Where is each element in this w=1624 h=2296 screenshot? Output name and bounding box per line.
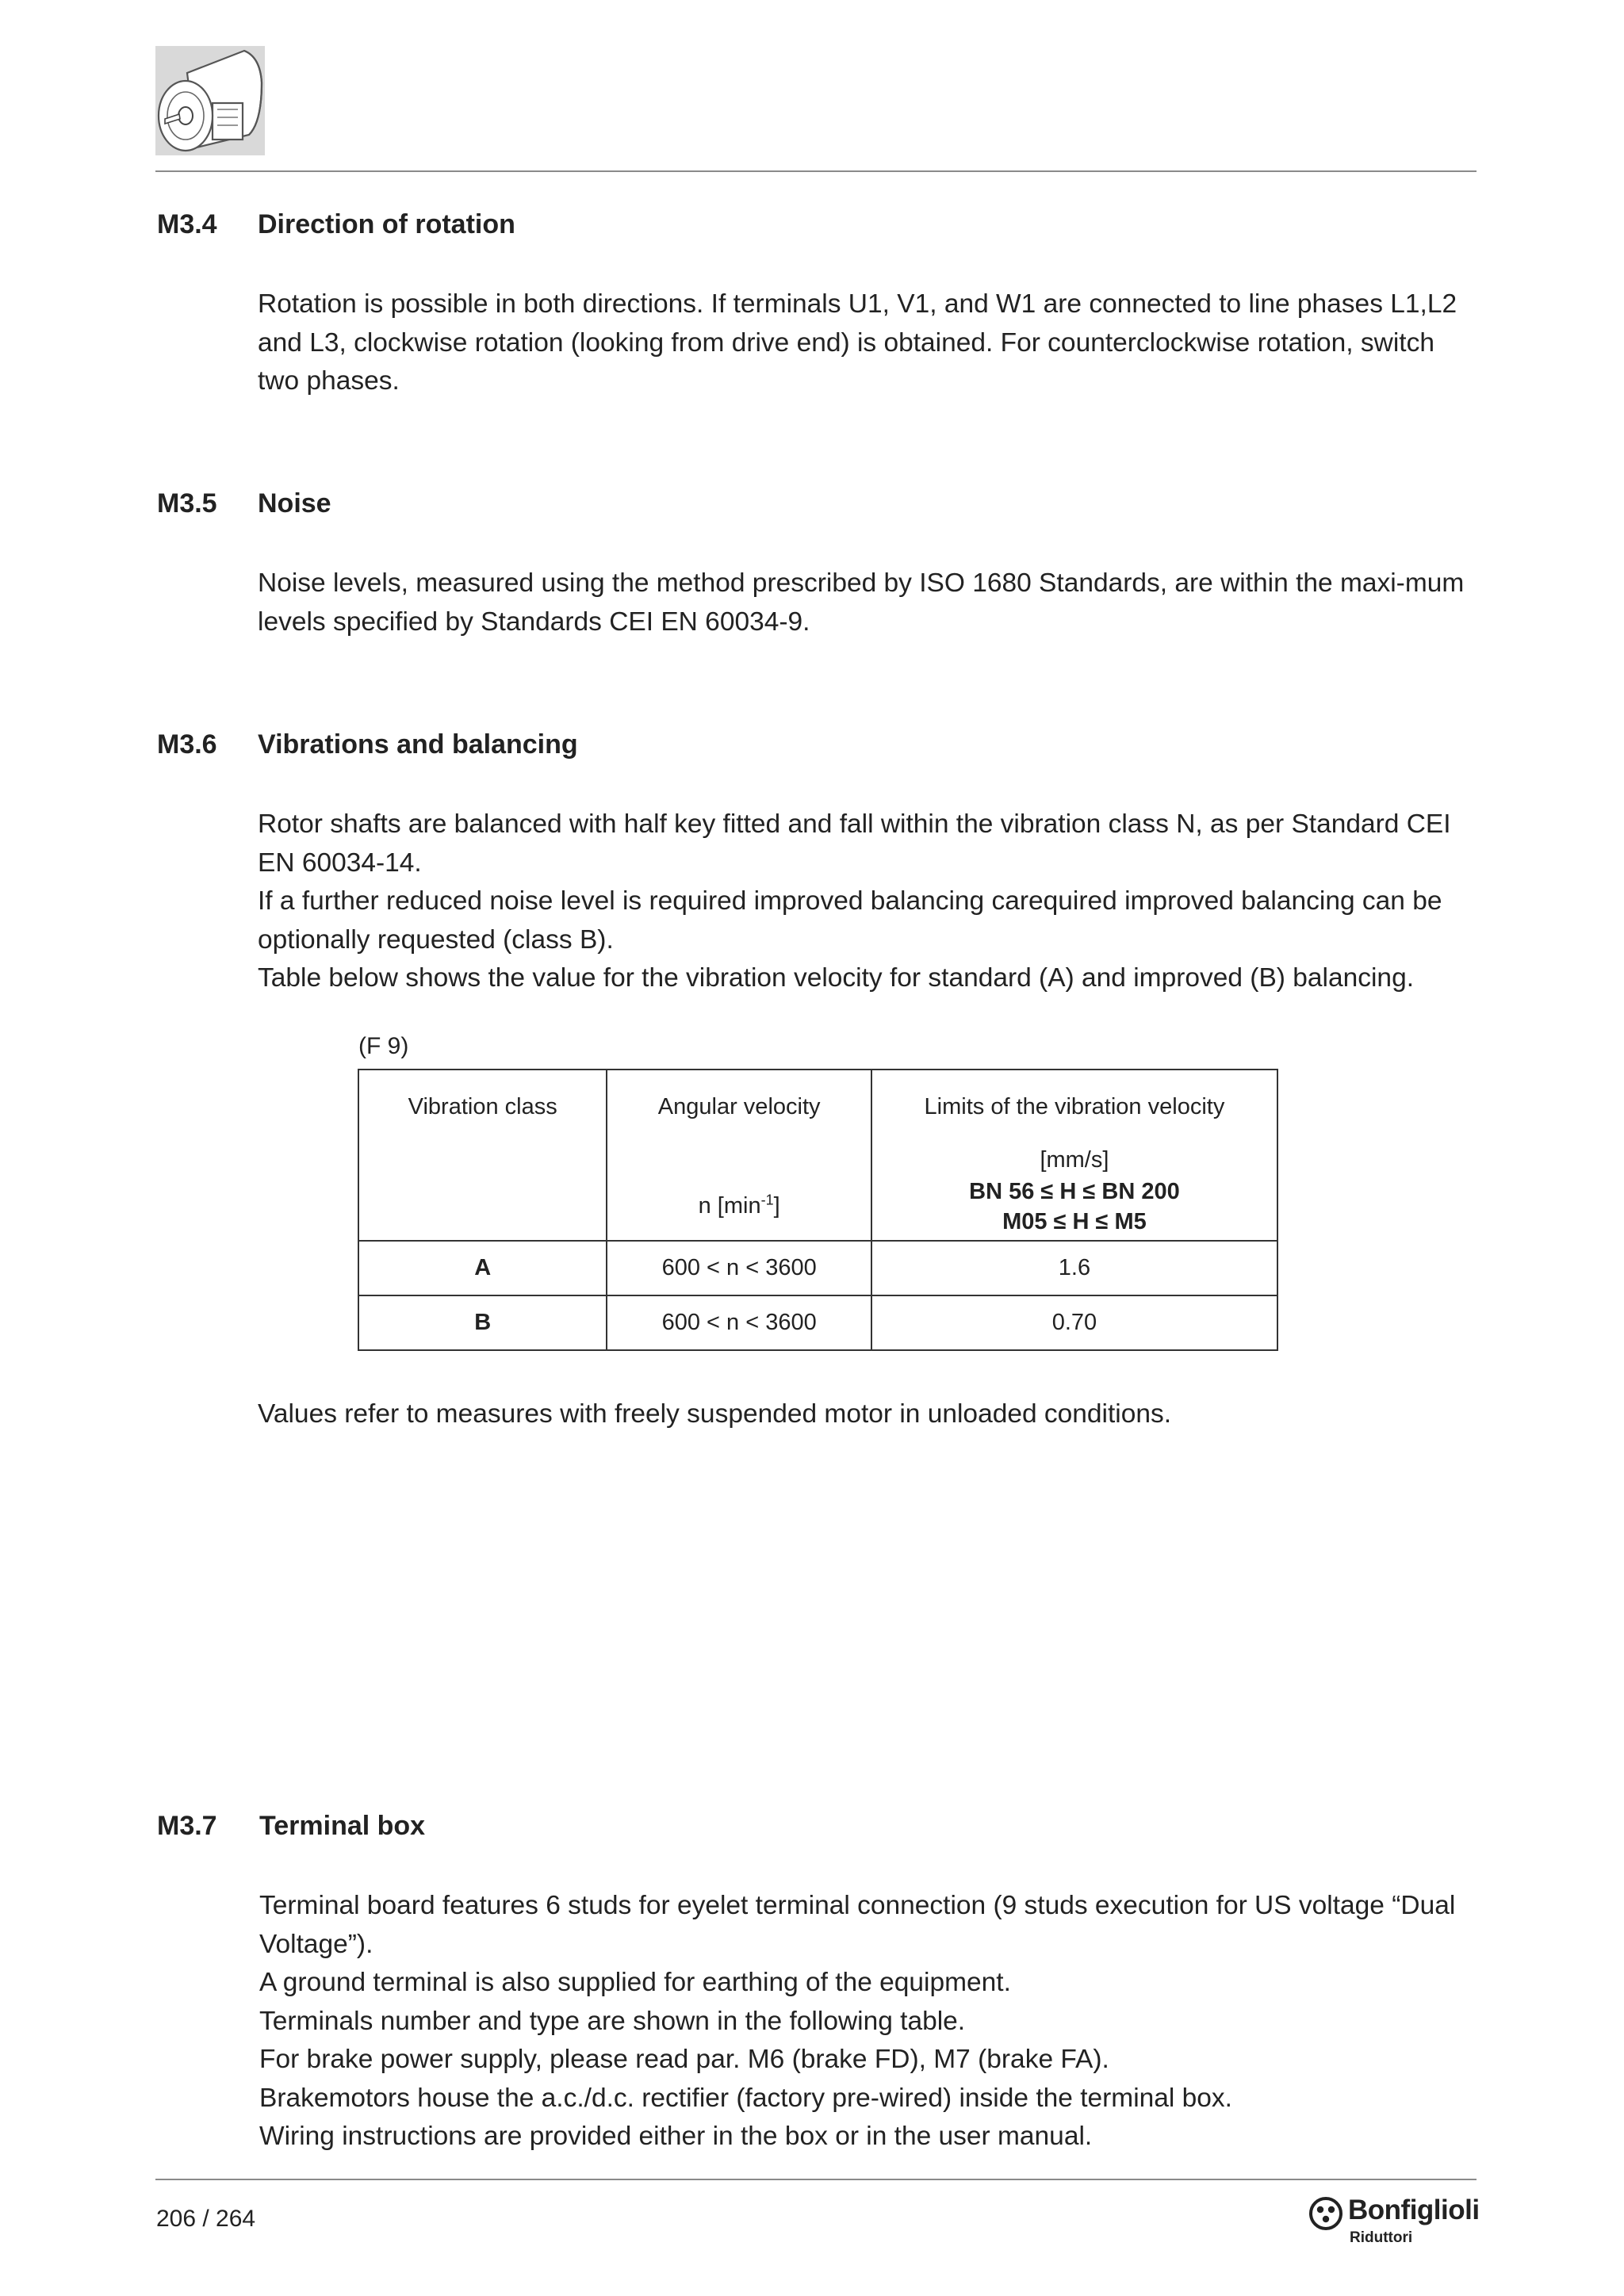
section-body-terminal-box	[259, 1887, 1480, 2156]
paragraph: Brakemotors house the a.c./d.c. rectifier (factory pre-wired) inside the terminal box.	[259, 2083, 1232, 2113]
header-cell-vibration-limits	[871, 1070, 1277, 1241]
cell-angular-velocity: 600 < n < 3600	[607, 1241, 871, 1295]
cell-vibration-limit: 0.70	[871, 1295, 1277, 1350]
section-number-m3-7: M3.7	[157, 1811, 217, 1841]
paragraph: Terminal board features 6 studs for eyelet terminal connection (9 studs execution for US voltage “Dual Voltage”).	[259, 1891, 1456, 1959]
cell-class: B	[358, 1295, 607, 1350]
header-cell-angular-velocity	[607, 1070, 871, 1241]
footer-rule	[155, 2179, 1477, 2180]
section-body-vibrations	[258, 806, 1479, 998]
header-cell-vibration-class	[358, 1070, 607, 1241]
section-title-direction-of-rotation: Direction of rotation	[258, 209, 515, 239]
cell-class: A	[358, 1241, 607, 1295]
header-rule	[155, 170, 1477, 172]
section-number-m3-6: M3.6	[157, 729, 217, 760]
table-header-row	[358, 1070, 1277, 1241]
header-vibration-limits: Limits of the vibration velocity	[924, 1094, 1225, 1119]
paragraph: Table below shows the value for the vibration velocity for standard (A) and improved (B) balancing.	[258, 963, 1415, 993]
header-angular-unit: n $[\min^{-1}]$	[698, 1192, 780, 1219]
section-number-m3-4: M3.4	[157, 209, 217, 239]
vibration-table	[358, 1069, 1278, 1351]
brand-subtitle: Riduttori	[1350, 2229, 1413, 2246]
bonfiglioli-logo-mark-icon	[1308, 2196, 1343, 2231]
figure-label: (F 9)	[358, 1033, 409, 1059]
table-row	[358, 1241, 1277, 1295]
header-limits-unit: [mm/s]	[1040, 1147, 1109, 1173]
brand-name: Bonfiglioli	[1348, 2195, 1480, 2225]
header-vibration-class: Vibration class	[408, 1094, 557, 1119]
header-limits-range-bn: BN 56 ≤ H ≤ BN 200	[969, 1179, 1180, 1204]
page-number: 206 / 264	[156, 2206, 256, 2232]
header-angular-velocity: Angular velocity	[657, 1094, 821, 1119]
paragraph: Noise levels, measured using the method prescribed by ISO 1680 Standards, are within the maxi-mum levels specified by Standards CEI EN 60034-9.	[258, 568, 1465, 637]
section-title-terminal-box: Terminal box	[259, 1811, 426, 1841]
table-row	[358, 1295, 1277, 1350]
bonfiglioli-logo	[1308, 2195, 1480, 2250]
paragraph: Values refer to measures with freely suspended motor in unloaded conditions.	[258, 1399, 1172, 1429]
section-number-m3-5: M3.5	[157, 488, 217, 519]
paragraph: If a further reduced noise level is required improved balancing carequired improved balancing can be optionally requested (class B).	[258, 886, 1442, 955]
section-title-noise: Noise	[258, 488, 331, 519]
paragraph: Rotation is possible in both directions. If terminals U1, V1, and W1 are connected to line phases L1,L2 and L3, clockwise rotation (looking from drive end) is obtained. For counterclockwise rotation, switch two phases.	[258, 289, 1457, 396]
paragraph: Terminals number and type are shown in the following table.	[259, 2006, 966, 2036]
cell-angular-velocity: 600 < n < 3600	[607, 1295, 871, 1350]
paragraph: For brake power supply, please read par. M6 (brake FD), M7 (brake FA).	[259, 2045, 1109, 2074]
section-body-noise	[258, 564, 1479, 641]
paragraph: Wiring instructions are provided either in the box or in the user manual.	[259, 2122, 1093, 2151]
header-limits-range-m: M05 ≤ H ≤ M5	[1002, 1209, 1147, 1234]
section-title-vibrations-and-balancing: Vibrations and balancing	[258, 729, 578, 760]
section-body-direction-of-rotation	[258, 285, 1479, 401]
paragraph: Rotor shafts are balanced with half key fitted and fall within the vibration class N, as per Standard CEI EN 60034-14.	[258, 809, 1451, 878]
table-note	[258, 1395, 1479, 1434]
paragraph: A ground terminal is also supplied for earthing of the equipment.	[259, 1968, 1011, 1997]
cell-vibration-limit: 1.6	[871, 1241, 1277, 1295]
motor-icon	[155, 46, 265, 155]
